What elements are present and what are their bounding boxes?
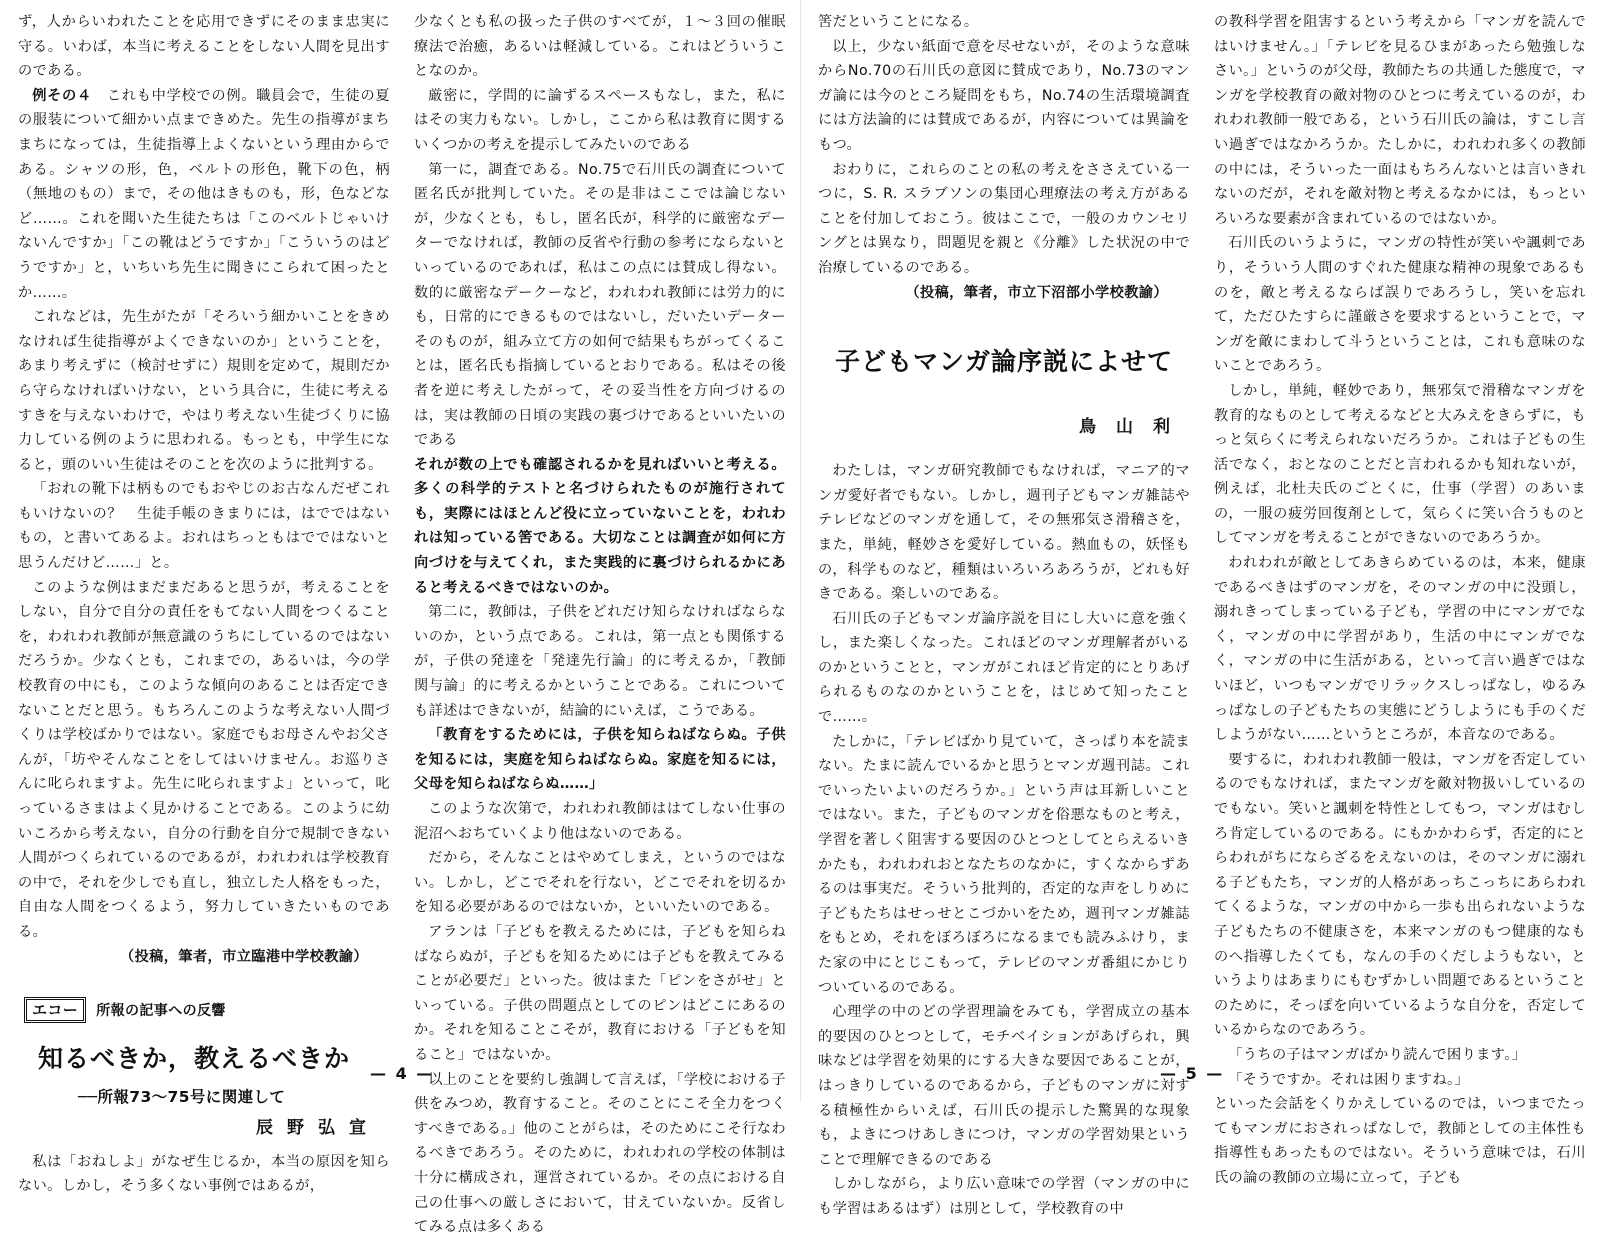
dialogue-line: 「そうですか。それは困りますね。」 [1228,1071,1470,1088]
page-number-right: — 5 — [1160,1064,1225,1083]
paragraph: それが数の上でも確認されるかを見ればいいと考える。多くの科学的テストと名づけられたものが施行されても，実際にはほとんど役に立っていないことを，われわれは知っている筈である。大切なことは調査が如何に方向づけを与えてくれ，また実践的に裏づけられるかにあると考えるべきではないのか。 [414,456,786,596]
paragraph: 以上のことを要約し強調して言えば，「学校における子供をみつめ，教育すること。そのことにこそ全力をつくすべきである。」他のことがらは，そのためにこそ行なわるべきであろう。そのために，われわれの学校の体制は十分に構成され，運営されているか。その点における自己の仕事への厳しさにおいて，甘えていないか。反省してみる点は多くある [414,1071,786,1236]
paragraph: たしかに，「テレビばかり見ていて，さっぱり本を読まない。たまに読んでいるかと思うとマンガ週刊誌。これでいったいよいのだろうか。」という声は耳新しいことではない。また，子どものマンガを俗悪なものと考え，学習を著しく阻害する要因のひとつとしてとらえるいきかたも，われわれおとなたちのなかに，すくなからずあるのは事実だ。そういう批判的，否定的な声をしりめに子どもたちはせっせとこづかいをため，週刊マンガ雑誌をもとめ，それをぼろぼろになるまでも読みふけり，また家の中にとじこもって，テレビのマンガ番組にかじりついているのである。 [818,733,1190,996]
paragraph [18,84,390,305]
paragraph: しかし，単純，軽妙であり，無邪気で滑稽なマンガを教育的なものとして考えるなどと大みえをきらずに，もっと気らくに考えられないだろうか。これは子どもの生活でなく，おとなのことだと言われるかも知れないが，例えば，北杜夫氏のごとくに，仕事（学習）のあいまの，一服の疲労回復剤として，気らくに笑い合うものとしてマンガを考えることができないのであろうか。 [1214,382,1586,547]
paragraph: 筈だということになる。 [818,14,979,30]
paragraph: われわれが敵としてあきらめているのは，本来，健康であるべきはずのマンガを，そのマンガの中に没頭し，溺れきってしまっている子ども，学習の中にマンガでなく，マンガの中に学習があり，生活の中にマンガでなく，マンガの中に生活がある，といって言い過ぎではないほど，いつもマンガでリラックスしっぱなし，ゆるみっぱなしの子どもたちの実態にどうしようにも手のくだしようがない……というところが，本音なのである。 [1214,555,1586,744]
author-signature: （投稿，筆者，市立臨港中学校教諭） [120,948,368,965]
quote-paragraph: 「教育をするためには，子供を知らねばならぬ。子供を知るには，実庭を知らねばならぬ。家庭を知るには，父母を知らねばならぬ……」 [414,727,786,793]
article-author: 辰野弘宣 [256,1117,380,1138]
paragraph: 以上，少ない紙面で意を尽せないが，そのような意味からNo.70の石川氏の意図に賛成であり，No.73のマンガ論には今のところ疑問をもち，No.74の生活環境調査には方法論的には賛成であるが，内容については異論をもつ。 [818,38,1190,153]
echo-header [24,997,390,1024]
paragraph: 厳密に，学問的に論ずるスペースもなし，また，私にはその実力もない。しかし，ここから私は教育に関するいくつかの考えを提示してみたいのである [414,87,786,153]
paragraph: 石川氏のいうように，マンガの特性が笑いや諷刺であり，そういう人間のすぐれた健康な精神の現象であるものを，敵と考えるならば誤りであろうし，笑いを忘れて，ただひたすらに謹厳さを要求するということで，マンガを敵にまわして斗うということは，これも意味のないことであろう。 [1214,235,1586,375]
paragraph: といった会話をくりかえしているのでは，いつまでたってもマンガにおされっぱなしで，教師としての主体性も指導性もあったものではない。そういう意味では，石川氏の論の教師の立場に立って，子ども [1214,1096,1586,1186]
right-page-column-2 [1214,10,1586,1191]
paragraph: おわりに，これらのことの私の考えをささえている一つに，S. R. スラブソンの集団心理療法の考え方があることを付加しておこう。彼はここで，一般のカウンセリングとは異なり，問題児を親と《分離》した状況の中で治療しているのである。 [818,161,1190,276]
paragraph: これなどは，先生がたが「そろいう細かいことをきめなければ生徒指導がよくできないのか」ということを，あまり考えずに（検討せずに）規則を定めて，規則だから守らなければいけない，という具合に，生徒に考えるすきを与えないわけで，やはり考えない生徒づくりに協力している例のように思われる。もっとも，中学生になると，頭のいい生徒はそのことを次のように批判する。 [18,309,390,473]
paragraph: だから，そんなことはやめてしまえ，というのではない。しかし，どこでそれを行ない，どこでそれを切るかを知る必要があるのではないか，といいたいのである。 [414,850,786,916]
author-signature: （投稿，筆者，市立下沼部小学校教諭） [905,284,1168,301]
paragraph: 石川氏の子どもマンガ論序説を目にし大いに意を強くし，また楽しくなった。これほどのマンガ理解者がいるのかということと，マンガがこれほど肯定的にとりあげられるものなのかということを，はじめて知ったことで……。 [818,610,1190,726]
paragraph: ず，人からいわれたことを応用できずにそのまま忠実に守る。いわば，本当に考えることをしない人間を見出すのである。 [18,14,390,80]
paragraph: わたしは，マンガ研究教師でもなければ，マニア的マンガ愛好者でもない。しかし，週刊子どもマンガ雑誌やテレビなどのマンガを通して，その無邪気さ滑稽さを，また，単純，軽妙さを愛好している。熱血もの，妖怪もの，科学ものなど，種類はいろいろあろうが，どれも好きである。楽しいのである。 [818,463,1190,603]
left-page-column-2 [414,10,786,1240]
paragraph: アランは「子どもを教えるためには，子どもを知らねばならぬが，子どもを知るためには子どもを教えてみることが必要だ」といった。彼はまた「ピンをさがせ」といっている。子供の問題点としてのピンはどこにあるのか。それを知ることこそが，教育における「子どもを知ること」ではないか。 [414,923,786,1063]
paragraph: このような例はまだまだあると思うが，考えることをしない，自分で自分の責任をもてない人間をつくることを，われわれ教師が無意識のうちにしているのではないだろうか。少なくとも，これまでの，あるいは，今の学校教育の中にも，このような傾向のあることは否定できないことだと思う。もちろんこのような考えない人間づくりは学校ばかりではない。家庭でもお母さんやお父さんが，「坊やそんなことをしてはいけません。お巡りさんに叱られますよ。先生に叱られますよ」といって，叱っているさまはよく見かけることである。このように幼いころから考えない，自分の行動を自分で規制できない人間がつくられているのであるが，われわれは学校教育の中で，それを少しでも直し，独立した人格をもった，自由な人間をつくるよう，努力していきたいものである。 [18,579,390,940]
paragraph: 少なくとも私の扱った子供のすべてが，１～３回の催眠療法で治癒，あるいは軽減している。これはどういうことなのか。 [414,14,786,80]
paragraph: このような次第で，われわれ教師ははてしない仕事の泥沼へおちていくより他はないのである。 [414,801,786,842]
article-title: 子どもマンガ論序説によせて [834,347,1173,377]
paragraph: 第一に，調査である。No.75で石川氏の調査について匿名氏が批判していた。その是非はここでは論じないが，少なくとも，もし，匿名氏が，科学的に厳密なデーターでなければ，教師の反省や行動の参考にならないといっているのであれば，私はこの点には賛成し得ない。数的に厳密なデークーなど，われわれ教師には労力的にも，日常的にできるものではないし，だいたいデーターそのものが，組み立て方の如何で結果もちがってくることは，匿名氏も指摘しているとおりである。私はその後者を逆に考えしたがって，その妥当性を方向づけるのは，実は教師の日頃の実践の裏づけであるといいたいのである [414,161,786,449]
paragraph: 要するに，われわれ教師一般は，マンガを否定しているのでもなければ，またマンガを敵対物扱いしているのでもない。笑いと諷刺を特性としてもつ，マンガはむしろ肯定しているのである。にもかかわらず，否定的にとらわれがちにならざるをえないのは，そのマンガに溺れる子どもたち，マンガ的人格があっちこっちにあらわれてくるような，マンガの中から一歩も出られないような子どもたちの不健康さを，本来マンガのもつ健康的なものへ指導したくても，なんの手のくだしようもない，というよりはあまりにもむずかしい問題であるということのために，そっぽを向いているような自分を，否定しているからなのであろう。 [1214,751,1586,1039]
dialogue-line: 「うちの子はマンガばかり読んで困ります。」 [1228,1046,1527,1063]
article-title: 知るべきか，教えるべきか [38,1043,351,1073]
paragraph: の教科学習を阻害するという考えから「マンガを読んではいけません。」「テレビを見るひまがあったら勉強しなさい。」というのが父母，教師たちの共通した態度で，マンガを学校教育の敵対物のひとつに考えているのが，われわれ教師一般である，という石川氏の論は，すこし言い過ぎではなかろうか。たしかに，われわれ多くの教師の中には，そういった一面はもちろんないとは言いきれないのだが，それを敵対物と考えるなかには，もっといろいろな要素が含まれているのではないか。 [1214,14,1586,227]
paragraph-text: これも中学校での例。職員会で，生徒の夏の服装について細かい点まできめた。先生の指導がまちまちになっては，生徒指導上よくないという理由からである。シャツの形，色，ベルトの形色，靴下の色，柄（無地のもの）まで，その他はきものも，形，色などなど……。これを聞いた生徒たちは「このベルトじゃいけないんですか」「この靴はどうですか」「こういうのはどうですか」と，いちいち先生に聞きにこられて困ったとか……。 [18,87,390,301]
article-subtitle: ──所報73～75号に関連して [78,1087,286,1106]
quote-paragraph: 「おれの靴下は柄ものでもおやじのお古なんだぜこれもいけないの？ 生徒手帳のきまりには，はでではないもの，と書いてあるよ。おれはちっともはでではないと思うんだけど……」と。 [18,481,390,572]
paragraph: 心理学の中のどの学習理論をみても，学習成立の基本的要因のひとつとして，モチベイションがあげられ，興味などは学習を効果的にする大きな要因であることが，はっきりしているのであるから，子どものマンガに対する積極性からいえば，石川氏の提示した驚異的な現象も，よきにつけあしきにつけ，マンガの学習効果ということで理解できるのである [818,1004,1190,1168]
article-author: 鳥山利 [1079,417,1190,438]
paragraph: 私は「おねしよ」がなぜ生じるか，本当の原因を知らない。しかし，そう多くない事例ではあるが， [18,1153,390,1195]
right-page-column-1 [818,10,1190,1222]
paragraph: 第二に，教師は，子供をどれだけ知らなければならないのか，という点である。これは，第一点とも関係するが，子供の発達を「発達先行論」的に考えるか，「教師関与論」的に考えるかということである。これについても詳述はできないが，結論的にいえば，こうである。 [414,604,786,719]
echo-label: エコー [24,997,86,1023]
paragraph: しかしながら，より広い意味での学習（マンガの中にも学習はあるはず）は別として，学校教育の中 [818,1176,1190,1217]
page-number-left: — 4 — [370,1064,435,1083]
echo-caption: 所報の記事への反響 [96,1003,226,1020]
example-label: 例その４ [32,87,92,104]
page-gutter [800,0,801,1102]
left-page-column-1 [18,10,390,1199]
